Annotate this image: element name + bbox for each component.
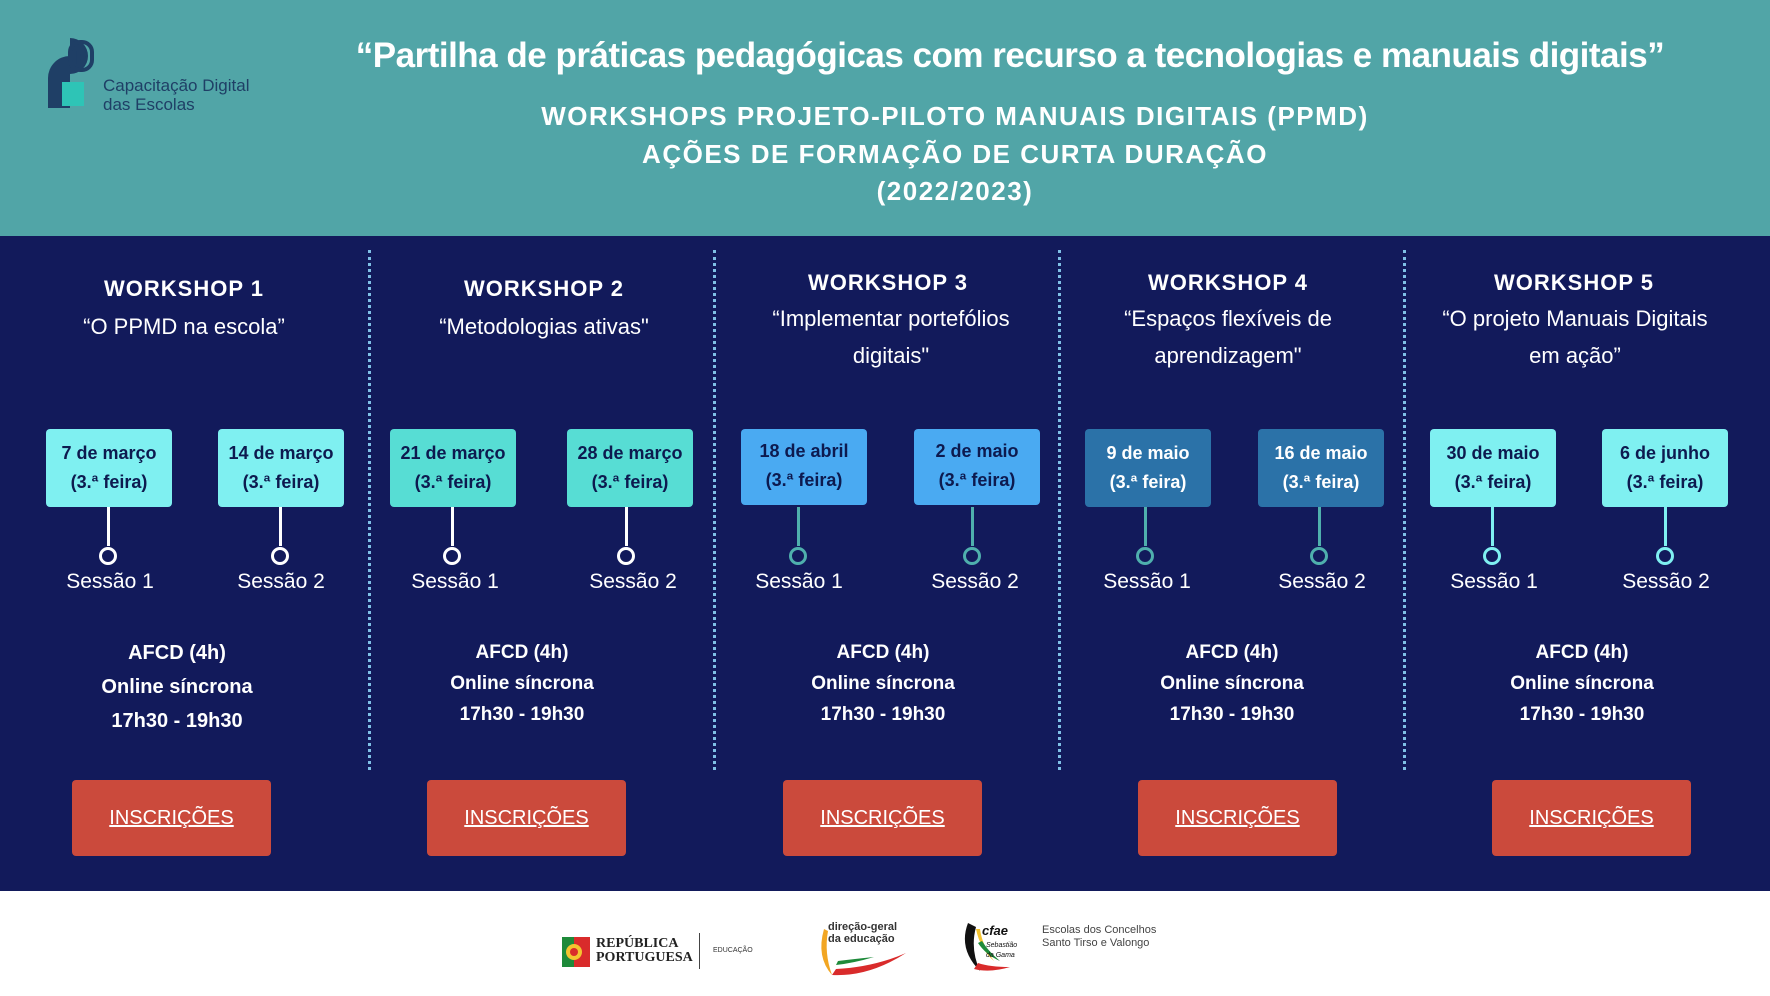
timeline-node-icon [1310, 547, 1328, 565]
timeline-stem [1491, 507, 1494, 546]
timeline-stem [279, 507, 282, 546]
session-date-card [1430, 429, 1556, 507]
session-weekday: (3.ª feira) [765, 470, 843, 490]
timeline-stem [1318, 507, 1321, 546]
workshop-type: AFCD (4h) [475, 642, 569, 663]
session-weekday: (3.ª feira) [591, 472, 669, 492]
workshop-title: WORKSHOP 5 [1494, 270, 1654, 295]
workshop-subtitle: “Espaços flexíveis de aprendizagem" [1124, 306, 1332, 368]
workshop-mode: Online síncrona [1160, 673, 1304, 694]
session-weekday: (3.ª feira) [1282, 472, 1360, 492]
workshop-time: 17h30 - 19h30 [459, 704, 585, 725]
subtitle-workshops: WORKSHOPS PROJETO-PILOTO MANUAIS DIGITAIS (PPMD) [541, 101, 1369, 131]
session-date-card [1085, 429, 1211, 507]
workshop-mode: Online síncrona [811, 673, 955, 694]
session-date-card [390, 429, 516, 507]
inscricoes-button[interactable]: INSCRIÇÕES [427, 780, 626, 856]
session-label: Sessão 2 [237, 570, 325, 593]
session-date: 18 de abril [759, 441, 849, 461]
timeline-node-icon [1656, 547, 1674, 565]
session-weekday: (3.ª feira) [242, 472, 320, 492]
page-title: “Partilha de práticas pedagógicas com recurso a tecnologias e manuais digitais” [355, 36, 1665, 75]
cfae-name-line1: Sebastião [986, 942, 1018, 949]
workshop-type: AFCD (4h) [1535, 642, 1629, 663]
session-date-card [567, 429, 693, 507]
session-date: 7 de março [61, 443, 157, 463]
capacitacao-digital-logo [48, 38, 288, 118]
session-date-card [1602, 429, 1728, 507]
timeline-node-icon [1136, 547, 1154, 565]
workshop-mode: Online síncrona [1510, 673, 1654, 694]
session-label: Sessão 2 [1622, 570, 1710, 593]
session-weekday: (3.ª feira) [1626, 472, 1704, 492]
cfae-logo [960, 921, 1180, 977]
footer-logos [0, 891, 1770, 996]
workshop-column-5 [1408, 236, 1762, 891]
session-weekday: (3.ª feira) [1109, 472, 1187, 492]
session-weekday: (3.ª feira) [70, 472, 148, 492]
schools-line1: Escolas dos Concelhos [1042, 924, 1157, 936]
republica-portuguesa-logo [562, 933, 752, 973]
portugal-flag-icon [562, 933, 592, 971]
logo-mark-icon [48, 38, 108, 118]
session-date: 2 de maio [935, 441, 1019, 461]
workshop-title: WORKSHOP 2 [464, 276, 624, 301]
logo-text-line1: Capacitação Digital [103, 76, 250, 95]
session-date-card [1258, 429, 1384, 507]
timeline-node-icon [617, 547, 635, 565]
session-date-card [914, 429, 1040, 505]
session-label: Sessão 1 [411, 570, 499, 593]
session-label: Sessão 1 [66, 570, 154, 593]
educacao-tag: EDUCAÇÃO [713, 947, 753, 954]
session-date: 30 de maio [1446, 443, 1540, 463]
workshop-column-2 [360, 236, 714, 891]
workshop-column-4 [1060, 236, 1414, 891]
cfae-text: cfae [982, 923, 1009, 938]
timeline-node-icon [789, 547, 807, 565]
republica-line1: REPÚBLICA [596, 936, 679, 951]
workshop-title: WORKSHOP 3 [808, 270, 968, 295]
timeline-node-icon [443, 547, 461, 565]
workshop-time: 17h30 - 19h30 [111, 710, 243, 732]
workshop-subtitle: “Metodologias ativas" [439, 314, 649, 339]
logo-text-line2: das Escolas [103, 95, 195, 114]
session-date: 14 de março [228, 443, 334, 463]
session-date: 21 de março [400, 443, 506, 463]
session-date: 16 de maio [1274, 443, 1368, 463]
workshop-mode: Online síncrona [450, 673, 594, 694]
timeline-stem [971, 507, 974, 546]
workshop-type: AFCD (4h) [128, 642, 226, 664]
workshop-title: WORKSHOP 1 [104, 276, 264, 301]
workshop-mode: Online síncrona [101, 676, 253, 698]
timeline-stem [797, 507, 800, 546]
workshop-type: AFCD (4h) [1185, 642, 1279, 663]
timeline-stem [1664, 507, 1667, 546]
inscricoes-button[interactable]: INSCRIÇÕES [783, 780, 982, 856]
inscricoes-button[interactable]: INSCRIÇÕES [1138, 780, 1337, 856]
timeline-node-icon [963, 547, 981, 565]
workshop-subtitle: “O PPMD na escola” [83, 314, 285, 339]
session-date: 6 de junho [1620, 443, 1710, 463]
session-date-card [218, 429, 344, 507]
inscricoes-button[interactable]: INSCRIÇÕES [72, 780, 271, 856]
timeline-node-icon [271, 547, 289, 565]
session-label: Sessão 2 [589, 570, 677, 593]
subtitle-acoes: AÇÕES DE FORMAÇÃO DE CURTA DURAÇÃO [642, 139, 1268, 169]
workshop-time: 17h30 - 19h30 [820, 704, 946, 725]
header-banner [0, 0, 1770, 236]
timeline-node-icon [99, 547, 117, 565]
dge-line1: direção-geral [828, 921, 898, 933]
session-label: Sessão 1 [755, 570, 843, 593]
workshop-column-1 [10, 236, 364, 891]
session-label: Sessão 1 [1103, 570, 1191, 593]
session-date-card [741, 429, 867, 505]
svg-text:E: E [75, 48, 88, 69]
workshop-time: 17h30 - 19h30 [1519, 704, 1645, 725]
cfae-name-line2: da Gama [986, 952, 1015, 959]
dge-logo [814, 917, 914, 987]
session-label: Sessão 2 [931, 570, 1019, 593]
workshop-type: AFCD (4h) [836, 642, 930, 663]
workshop-title: WORKSHOP 4 [1148, 270, 1308, 295]
timeline-stem [107, 507, 110, 546]
timeline-stem [1144, 507, 1147, 546]
timeline-stem [625, 507, 628, 546]
session-label: Sessão 2 [1278, 570, 1366, 593]
republica-line2: PORTUGUESA [596, 950, 693, 965]
session-weekday: (3.ª feira) [938, 470, 1016, 490]
session-date-card [46, 429, 172, 507]
workshop-subtitle: “Implementar portefólios digitais" [772, 306, 1010, 368]
workshop-time: 17h30 - 19h30 [1169, 704, 1295, 725]
session-date: 9 de maio [1106, 443, 1190, 463]
inscricoes-button[interactable]: INSCRIÇÕES [1492, 780, 1691, 856]
session-weekday: (3.ª feira) [1454, 472, 1532, 492]
session-weekday: (3.ª feira) [414, 472, 492, 492]
session-date: 28 de março [577, 443, 683, 463]
timeline-stem [451, 507, 454, 546]
subtitle-year: (2022/2023) [876, 176, 1034, 206]
schools-line2: Santo Tirso e Valongo [1042, 937, 1150, 949]
session-label: Sessão 1 [1450, 570, 1538, 593]
workshop-column-3 [711, 236, 1065, 891]
timeline-node-icon [1483, 547, 1501, 565]
dge-line2: da educação [828, 933, 895, 945]
workshop-subtitle: “O projeto Manuais Digitais em ação” [1442, 306, 1708, 368]
